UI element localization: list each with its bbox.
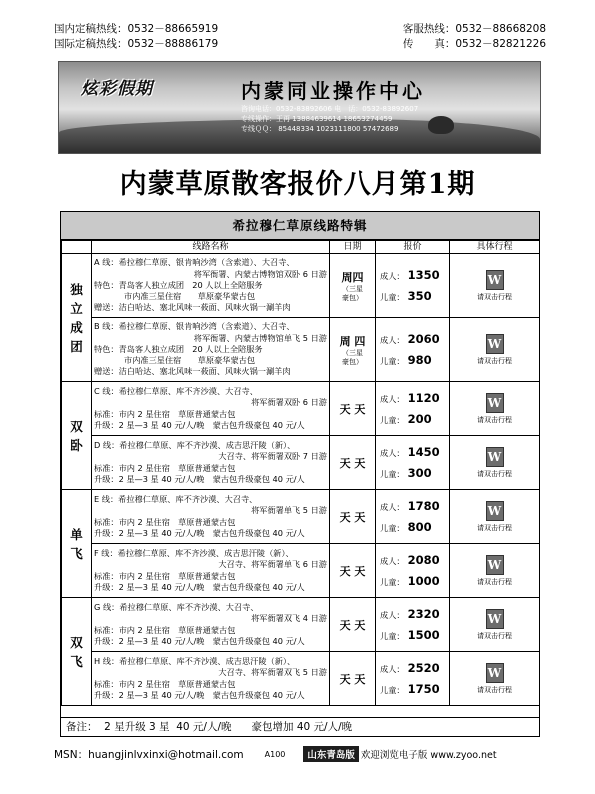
header-itinerary: 具体行程 xyxy=(450,241,540,254)
table-row xyxy=(62,490,540,544)
departure-date: 天 天 xyxy=(330,436,376,490)
hotel-note: （三星 豪包） xyxy=(342,348,363,366)
route-description: B 线：希拉穆仁草原、银肯响沙湾（含索道）、大召寺、 将军衙署、内蒙古博物馆单飞 5 日游 特色：青岛客人独立成团 20 人以上全陪服务 市内准三星住宿 草原豪华蒙古包 赠送：洁白哈达、塞北风味一莜面、风味火锅一涮羊肉 xyxy=(92,318,330,382)
brand-logo: 炫彩假期 xyxy=(81,79,153,99)
price-cell: 成人： 1350 儿童： 350 xyxy=(376,254,450,318)
word-document-icon[interactable]: W xyxy=(486,393,504,413)
adult-price: 2060 xyxy=(407,331,440,346)
route-description: F 线：希拉穆仁草原、库不齐沙漠、成吉思汗陵（新）、 大召寺、将军衙署单飞 6 日游 标准：市内 2 星住宿 草原普通蒙古包 升级：2 星—3 星 40 元/人/晚 蒙古包升级豪包 40 元/人 xyxy=(92,544,330,598)
category-label: 单 飞 xyxy=(62,490,92,598)
departure-date: 周 四 （三星 豪包） xyxy=(330,318,376,382)
departure-date: 周四 （三星 豪包） xyxy=(330,254,376,318)
itinerary-link[interactable]: 请双击行程 xyxy=(477,470,512,478)
category-label: 双 卧 xyxy=(62,382,92,490)
header-date: 日期 xyxy=(330,241,376,254)
edition-label: 山东青岛版 xyxy=(303,746,359,762)
service-hotline: 客服热线：0532－88668208 xyxy=(402,23,546,35)
msn-contact: MSN：huangjinlvxinxi@hotmail.com xyxy=(54,748,244,761)
table-row xyxy=(62,652,540,706)
table-row xyxy=(62,544,540,598)
header-route: 线路名称 xyxy=(92,241,330,254)
adult-price: 2320 xyxy=(407,606,440,621)
adult-price: 1780 xyxy=(407,498,440,513)
domestic-hotline: 国内定稿热线：0532－88665919 xyxy=(54,23,219,35)
departure-date: 天 天 xyxy=(330,598,376,652)
adult-price: 1350 xyxy=(407,267,440,282)
child-price: 1500 xyxy=(407,627,440,642)
website-note: 欢迎浏览电子版 www.zyoo.net xyxy=(360,750,497,761)
tree-image xyxy=(428,116,454,134)
word-document-icon[interactable]: W xyxy=(486,270,504,290)
departure-date: 天 天 xyxy=(330,544,376,598)
itinerary-cell[interactable] xyxy=(450,382,540,436)
itinerary-link[interactable]: 请双击行程 xyxy=(477,293,512,301)
route-description: D 线：希拉穆仁草原、库不齐沙漠、成吉思汗陵（新）、 大召寺、将军衙署双卧 7 日游 标准：市内 2 星住宿 草原普通蒙古包 升级：2 星—3 星 40 元/人/晚 蒙古包升级豪包 40 元/人 xyxy=(92,436,330,490)
word-document-icon[interactable]: W xyxy=(486,609,504,629)
table-row xyxy=(62,598,540,652)
price-cell: 成人： 1450 儿童： 300 xyxy=(376,436,450,490)
departure-date: 天 天 xyxy=(330,382,376,436)
itinerary-cell[interactable] xyxy=(450,598,540,652)
itinerary-link[interactable]: 请双击行程 xyxy=(477,578,512,586)
agency-banner xyxy=(58,61,541,154)
route-description: E 线：希拉穆仁草原、库不齐沙漠、大召寺、 将军衙署单飞 5 日游 标准：市内 2 星住宿 草原普通蒙古包 升级：2 星—3 星 40 元/人/晚 蒙古包升级豪包 40 元/人 xyxy=(92,490,330,544)
price-table xyxy=(60,211,540,737)
category-label: 双 飞 xyxy=(62,598,92,706)
child-price: 800 xyxy=(407,519,432,534)
hotel-note: （三星 豪包） xyxy=(342,284,363,302)
word-document-icon[interactable]: W xyxy=(486,447,504,467)
category-label: 独 立 成 团 xyxy=(62,254,92,382)
route-description: H 线：希拉穆仁草原、库不齐沙漠、成吉思汗陵（新）、 大召寺、将军衙署双飞 5 日游 标准：市内 2 星住宿 草原普通蒙古包 升级：2 星—3 星 40 元/人/晚 蒙古包升级豪包 40 元/人 xyxy=(92,652,330,706)
price-cell: 成人： 2520 儿童： 1750 xyxy=(376,652,450,706)
route-description: G 线：希拉穆仁草原、库不齐沙漠、大召寺、 将军衙署双飞 4 日游 标准：市内 2 星住宿 草原普通蒙古包 升级：2 星—3 星 40 元/人/晚 蒙古包升级豪包 40 元/人 xyxy=(92,598,330,652)
child-price: 1000 xyxy=(407,573,440,588)
table-header-row xyxy=(62,241,540,254)
route-description: C 线：希拉穆仁草原、库不齐沙漠、大召寺、 将军衙署双卧 6 日游 标准：市内 2 星住宿 草原普通蒙古包 升级：2 星—3 星 40 元/人/晚 蒙古包升级豪包 40 元/人 xyxy=(92,382,330,436)
departure-date: 天 天 xyxy=(330,652,376,706)
header-price: 报价 xyxy=(376,241,450,254)
itinerary-cell[interactable] xyxy=(450,254,540,318)
center-name: 内蒙同业操作中心 xyxy=(241,79,425,103)
word-document-icon[interactable]: W xyxy=(486,334,504,354)
table-row xyxy=(62,382,540,436)
section-title: 希拉穆仁草原线路特辑 xyxy=(61,212,539,240)
itinerary-link[interactable]: 请双击行程 xyxy=(477,686,512,694)
adult-price: 2520 xyxy=(407,660,440,675)
table-row xyxy=(62,318,540,382)
child-price: 1750 xyxy=(407,681,440,696)
departure-date: 天 天 xyxy=(330,490,376,544)
page-number: A100 xyxy=(264,749,286,759)
itinerary-link[interactable]: 请双击行程 xyxy=(477,632,512,640)
table-row xyxy=(62,254,540,318)
child-price: 980 xyxy=(407,352,432,367)
child-price: 200 xyxy=(407,411,432,426)
price-cell: 成人： 1120 儿童： 200 xyxy=(376,382,450,436)
price-cell: 成人： 2080 儿童： 1000 xyxy=(376,544,450,598)
itinerary-cell[interactable] xyxy=(450,544,540,598)
table-row xyxy=(62,436,540,490)
word-document-icon[interactable]: W xyxy=(486,555,504,575)
contact-header xyxy=(54,22,546,52)
itinerary-link[interactable]: 请双击行程 xyxy=(477,524,512,532)
page-headline: 内蒙草原散客报价八月第1期 xyxy=(119,169,476,200)
remark-note: 备注： 2 星升级 3 星 40 元/人/晚 豪包增加 40 元/人/晚 xyxy=(61,717,539,736)
word-document-icon[interactable]: W xyxy=(486,663,504,683)
adult-price: 1450 xyxy=(407,444,440,459)
price-cell: 成人： 1780 儿童： 800 xyxy=(376,490,450,544)
international-hotline: 国际定稿热线：0532－88886179 xyxy=(54,38,219,50)
route-description: A 线：希拉穆仁草原、银肯响沙湾（含索道）、大召寺、 将军衙署、内蒙古博物馆双卧 6 日游 特色：青岛客人独立成团 20 人以上全陪服务 市内准三星住宿 草原豪华蒙古包 赠送：洁白哈达、塞北风味一莜面、风味火锅一涮羊肉 xyxy=(92,254,330,318)
itinerary-link[interactable]: 请双击行程 xyxy=(477,416,512,424)
child-price: 300 xyxy=(407,465,432,480)
price-cell: 成人： 2060 儿童： 980 xyxy=(376,318,450,382)
adult-price: 2080 xyxy=(407,552,440,567)
itinerary-cell[interactable] xyxy=(450,318,540,382)
itinerary-cell[interactable] xyxy=(450,490,540,544)
fax-number: 传 真：0532－82821226 xyxy=(402,38,546,50)
itinerary-cell[interactable] xyxy=(450,652,540,706)
page-footer xyxy=(54,746,549,762)
banner-contacts: 咨询电话：0532-83892606 电 话：0532-83892607 专线操作：王再 13884639614 18653274459 专线ＱＱ： 85448334 1023111800 57472689 xyxy=(241,105,419,133)
itinerary-cell[interactable] xyxy=(450,436,540,490)
itinerary-link[interactable]: 请双击行程 xyxy=(477,357,512,365)
word-document-icon[interactable]: W xyxy=(486,501,504,521)
price-cell: 成人： 2320 儿童： 1500 xyxy=(376,598,450,652)
child-price: 350 xyxy=(407,288,432,303)
adult-price: 1120 xyxy=(407,390,440,405)
